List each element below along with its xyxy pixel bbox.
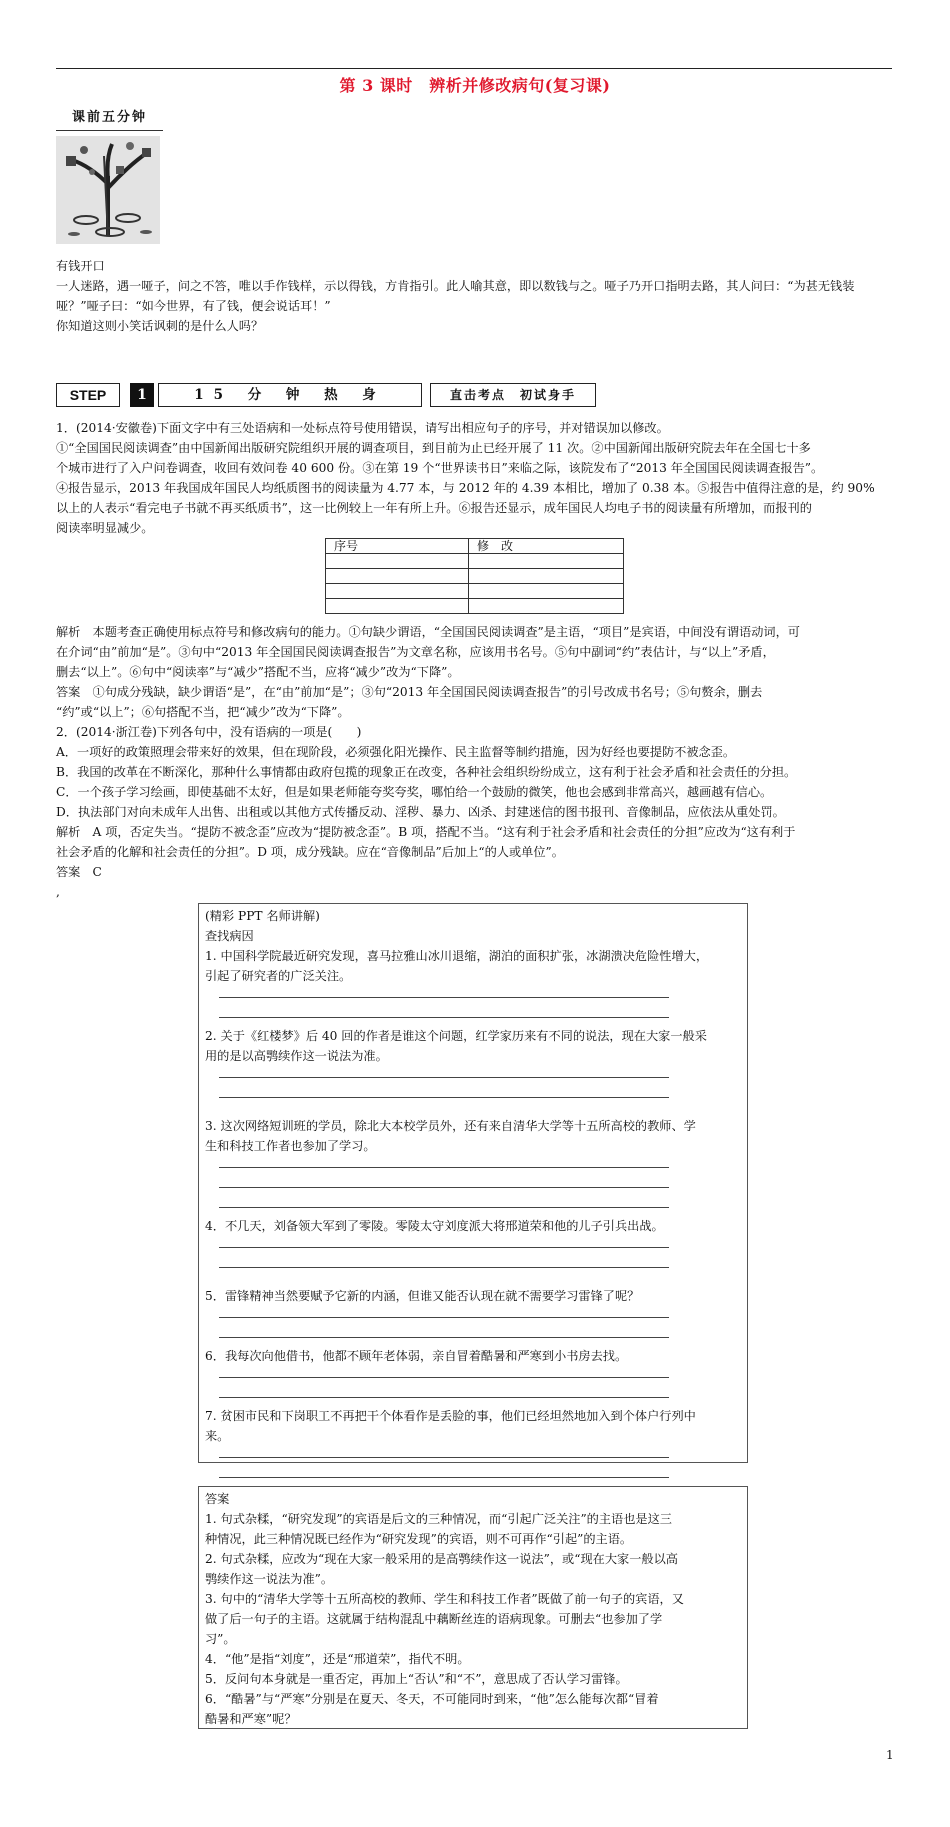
answer-line: 酷暑和严寒”呢？ (205, 1712, 297, 1726)
answer-line: 2. 句式杂糅，应改为“现在大家一般采用的是高鹗续作这一说法”，或“现在大家一般以高 (205, 1552, 678, 1566)
q1-analysis: 在介词“由”前加“是”。③句中“2013 年全国国民阅读调查报告”为文章名称，应该用书名号。⑤句中副词“约”表估计，与“以上”矛盾， (56, 645, 775, 659)
table-cell (326, 584, 469, 599)
ppt-item: 引起了研究者的广泛关注。 (205, 969, 352, 983)
q2-stem: 2．(2014·浙江卷)下列各句中，没有语病的一项是( ) (56, 725, 362, 739)
revision-table (325, 538, 624, 614)
table-cell (469, 554, 624, 569)
table-header: 修 改 (469, 539, 624, 554)
q1-answer: “约”或“以上”；⑥句搭配不当，把“减少”改为“下降”。 (56, 705, 350, 719)
ppt-item: 6．我每次向他借书，他都不顾年老体弱，亲自冒着酷暑和严寒到小书房去找。 (205, 1349, 628, 1363)
pre-class-label: 课前五分钟 (56, 108, 163, 131)
q2-answer: 答案 C (56, 865, 102, 879)
ppt-item: 5．雷锋精神当然要赋予它新的内涵，但谁又能否认现在就不需要学习雷锋了呢？ (205, 1289, 640, 1303)
answer-line: 1. 句式杂糅，“研究发现”的宾语是后文的三种情况，而“引起广泛关注”的主语也是这三 (205, 1512, 672, 1526)
ppt-item: 用的是以高鹗续作这一说法为准。 (205, 1049, 388, 1063)
answer-blank[interactable] (219, 986, 741, 1006)
q1-passage: 阅读率明显减少。 (56, 521, 154, 535)
page-title: 第 3 课时 辨析并修改病句(复习课) (339, 76, 611, 95)
q2-analysis: 社会矛盾的化解和社会责任的分担”。D 项，成分残缺。应在“音像制品”后加上“的人或单位”。 (56, 845, 564, 859)
answer-line: 3. 句中的“清华大学等十五所高校的教师、学生和科技工作者”既做了前一句子的宾语，又 (205, 1592, 684, 1606)
answer-blank[interactable] (219, 1466, 741, 1486)
answers-title: 答案 (205, 1492, 230, 1506)
top-rule (56, 68, 892, 69)
answer-blank[interactable] (219, 1256, 741, 1276)
ppt-item: 7. 贫困市民和下岗职工不再把干个体看作是丢脸的事，他们已经坦然地加入到个体户行列中 (205, 1409, 696, 1423)
answer-line: 6．“酷暑”与“严寒”分别是在夏天、冬天，不可能同时到来，“他”怎么能每次都“冒着 (205, 1692, 659, 1706)
ppt-item: 3. 这次网络短训班的学员，除北大本校学员外，还有来自清华大学等十五所高校的教师、学 (205, 1119, 696, 1133)
q1-stem: 1．(2014·安徽卷)下面文字中有三处语病和一处标点符号使用错误，请写出相应句子的序号，并对错误加以修改。 (56, 421, 669, 435)
story-question: 你知道这则小笑话讽刺的是什么人吗？ (56, 319, 264, 333)
q2-option-c: C．一个孩子学习绘画，即使基础不太好，但是如果老师能夸奖夸奖，哪怕给一个鼓励的微笑，他也会感到非常高兴，越画越有信心。 (56, 785, 773, 799)
answers-box (198, 1486, 748, 1729)
answer-blank[interactable] (219, 1176, 741, 1196)
q1-answer: 答案 ①句成分残缺，缺少谓语“是”，在“由”前加“是”；③句“2013 年全国国民阅读调查报告”的引号改成书名号；⑤句赘余，删去 (56, 685, 763, 699)
table-cell (469, 584, 624, 599)
ppt-subheader: 查找病因 (205, 929, 254, 943)
answer-blank[interactable] (219, 1326, 741, 1346)
step-number: 1 (130, 383, 154, 407)
tree-with-coins-image (56, 136, 160, 244)
answer-blank[interactable] (219, 1366, 741, 1386)
answer-line: 5．反问句本身就是一重否定，再加上“否认”和“不”，意思成了否认学习雷锋。 (205, 1672, 628, 1686)
story-line: 哑？”哑子曰：“如今世界，有了钱，便会说话耳！” (56, 299, 331, 313)
answer-blank[interactable] (219, 1066, 741, 1086)
answer-blank[interactable] (219, 1006, 741, 1026)
story-line: 一人迷路，遇一哑子，问之不答，唯以手作钱样，示以得钱，方肯指引。此人喻其意，即以数钱与之。哑子乃开口指明去路，其人问曰：“为甚无钱装 (56, 279, 855, 293)
q1-passage: ④报告显示，2013 年我国成年国民人均纸质图书的阅读量为 4.77 本，与 2012 年的 4.39 本相比，增加了 0.38 本。⑤报告中值得注意的是，约 90% (56, 481, 875, 495)
step-tag: 直击考点 初试身手 (430, 383, 596, 407)
answer-blank[interactable] (219, 1306, 741, 1326)
answer-line: 习”。 (205, 1632, 236, 1646)
ppt-item: 4．不几天，刘备领大军到了零陵。零陵太守刘度派大将邢道荣和他的儿子引兵出战。 (205, 1219, 664, 1233)
question-1-solution (56, 622, 894, 902)
q1-analysis: 删去“以上”。⑥句中“阅读率”与“减少”搭配不当，应将“减少”改为“下降”。 (56, 665, 460, 679)
q1-passage: 个城市进行了入户问卷调查，收回有效问卷 40 600 份。③在第 19 个“世界读书日”来临之际，该院发布了“2013 年全国国民阅读调查报告”。 (56, 461, 824, 475)
ppt-item: 2. 关于《红楼梦》后 40 回的作者是谁这个问题，红学家历来有不同的说法，现在大家一般采 (205, 1029, 707, 1043)
answer-blank[interactable] (219, 1086, 741, 1106)
q2-option-a: A．一项好的政策照理会带来好的效果，但在现阶段，必须强化阳光操作、民主监督等制约措施，因为好经也要提防不被念歪。 (56, 745, 736, 759)
answer-line: 做了后一句子的主语。这就属于结构混乱中藕断丝连的语病现象。可删去“也参加了学 (205, 1612, 663, 1626)
ppt-header: (精彩 PPT 名师讲解) (205, 909, 320, 923)
answer-line: 4．“他”是指“刘度”，还是“邢道荣”，指代不明。 (205, 1652, 470, 1666)
step-label: STEP (56, 383, 120, 407)
table-cell (326, 569, 469, 584)
intro-story (56, 256, 894, 336)
answer-blank[interactable] (219, 1156, 741, 1176)
stray-mark: , (56, 885, 60, 899)
table-header: 序号 (326, 539, 469, 554)
table-cell (469, 569, 624, 584)
q2-option-b: B．我国的改革在不断深化，那种什么事情都由政府包揽的现象正在改变，各种社会组织纷纷成立，这有利于社会矛盾和社会责任的分担。 (56, 765, 797, 779)
q1-passage: 以上的人表示“看完电子书就不再买纸质书”，这一比例较上一年有所上升。⑥报告还显示，成年国民人均电子书的阅读量有所增加，而报刊的 (56, 501, 812, 515)
q1-passage: ①“全国国民阅读调查”由中国新闻出版研究院组织开展的调查项目，到目前为止已经开展了 11 次。②中国新闻出版研究院去年在全国七十多 (56, 441, 811, 455)
page-number: 1 (886, 1748, 894, 1762)
answer-blank[interactable] (219, 1386, 741, 1406)
answer-blank[interactable] (219, 1236, 741, 1256)
ppt-item: 生和科技工作者也参加了学习。 (205, 1139, 376, 1153)
q2-analysis: 解析 A 项，否定失当。“提防不被念歪”应改为“提防被念歪”。B 项，搭配不当。“这有利于社会矛盾和社会责任的分担”应改为“这有利于 (56, 825, 796, 839)
table-cell (469, 599, 624, 614)
q2-option-d: D．执法部门对向未成年人出售、出租或以其他方式传播反动、淫秽、暴力、凶杀、封建迷信的图书报刊、音像制品，应依法从重处罚。 (56, 805, 785, 819)
answer-line: 种情况，此三种情况既已经作为“研究发现”的宾语，则不可再作“引起”的主语。 (205, 1532, 633, 1546)
ppt-exercise-box (198, 903, 748, 1463)
step-title: 15 分 钟 热 身 (158, 383, 422, 407)
question-1 (56, 418, 894, 538)
answer-blank[interactable] (219, 1446, 741, 1466)
ppt-item: 1. 中国科学院最近研究发现，喜马拉雅山冰川退缩，湖泊的面积扩张，冰湖溃决危险性增大， (205, 949, 709, 963)
ppt-item: 来。 (205, 1429, 230, 1443)
answer-line: 鹗续作这一说法为准”。 (205, 1572, 334, 1586)
step-header (56, 383, 596, 407)
story-title: 有钱开口 (56, 259, 105, 273)
table-cell (326, 554, 469, 569)
table-cell (326, 599, 469, 614)
q1-analysis: 解析 本题考查正确使用标点符号和修改病句的能力。①句缺少谓语，“全国国民阅读调查”是主语，“项目”是宾语，中间没有谓语动词，可 (56, 625, 800, 639)
answer-blank[interactable] (219, 1196, 741, 1216)
